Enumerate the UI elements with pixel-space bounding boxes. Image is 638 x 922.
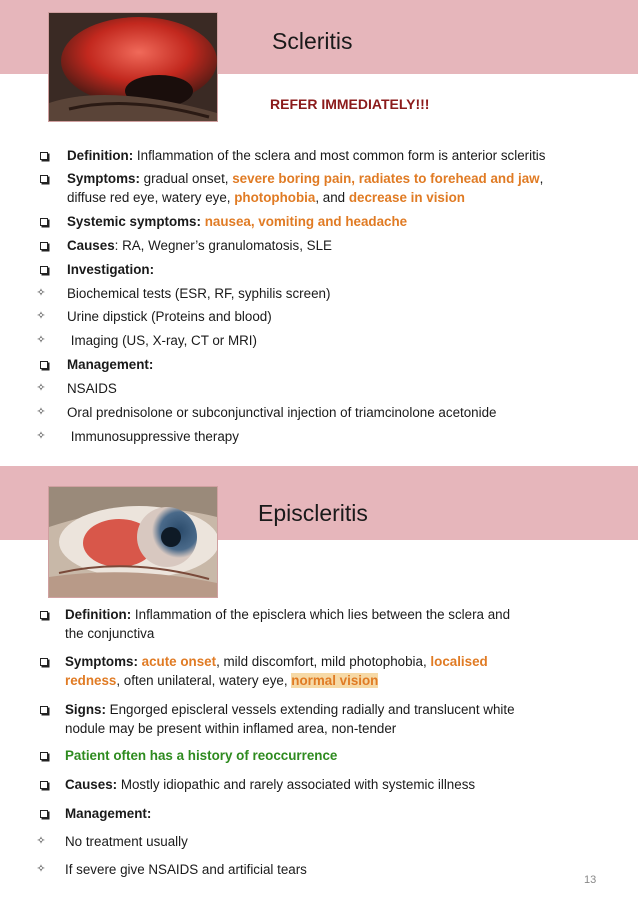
diamond-bullet-icon: ✧ [36, 287, 46, 299]
square-bullet-icon [40, 361, 48, 369]
square-bullet-icon [40, 242, 48, 250]
diamond-bullet-icon: ✧ [36, 430, 46, 442]
diamond-bullet-icon: ✧ [36, 382, 46, 394]
square-bullet-icon [40, 611, 48, 619]
diamond-bullet-icon: ✧ [36, 406, 46, 418]
square-bullet-icon [40, 266, 48, 274]
diamond-bullet-icon: ✧ [36, 334, 46, 346]
square-bullet-icon [40, 706, 48, 714]
scleritis-title: Scleritis [272, 28, 353, 54]
episcleritis-title: Episcleritis [258, 500, 368, 526]
scleritis-eye-photo [48, 12, 218, 122]
square-bullet-icon [40, 175, 48, 183]
diamond-bullet-icon: ✧ [36, 310, 46, 322]
refer-immediately-warning: REFER IMMEDIATELY!!! [270, 96, 430, 112]
page-number: 13 [584, 874, 597, 886]
square-bullet-icon [40, 658, 48, 666]
square-bullet-icon [40, 781, 48, 789]
square-bullet-icon [40, 810, 48, 818]
diamond-bullet-icon: ✧ [36, 863, 46, 875]
diamond-bullet-icon: ✧ [36, 835, 46, 847]
square-bullet-icon [40, 218, 48, 226]
episcleritis-eye-photo [48, 486, 218, 598]
square-bullet-icon [40, 752, 48, 760]
square-bullet-icon [40, 152, 48, 160]
